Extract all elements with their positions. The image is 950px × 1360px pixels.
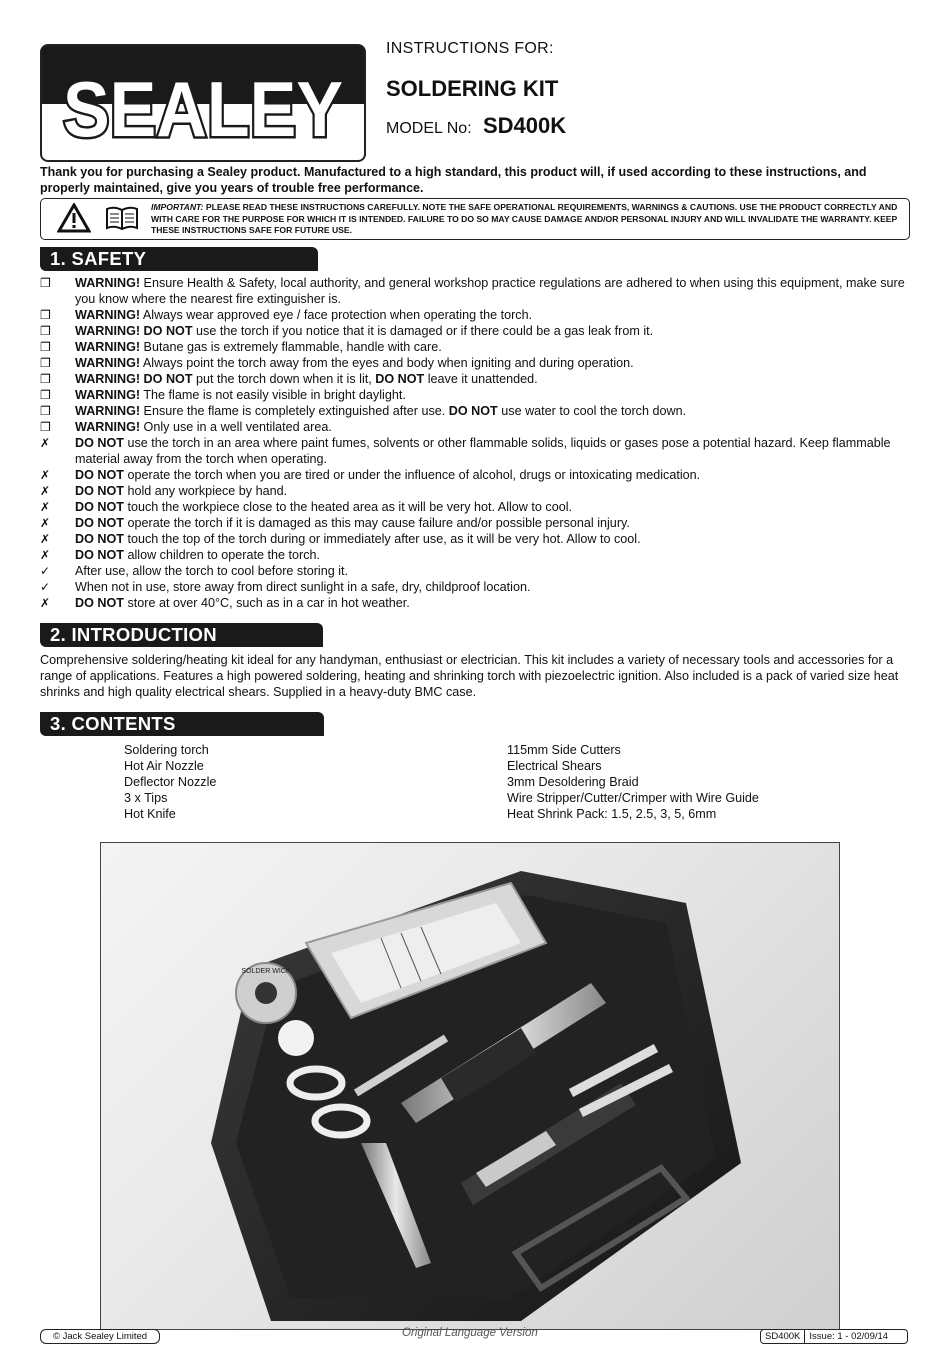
safety-item-bold: DO NOT: [375, 372, 425, 386]
safety-item-text: use the torch in an area where paint fumes, solvents or other flammable solids, liquids or gases pose a potential hazard. Keep flammable material away from the torch when operating.: [75, 436, 891, 466]
copyright-box: © Jack Sealey Limited: [40, 1329, 160, 1344]
safety-item: [40, 323, 910, 339]
soldering-kit-case-image: [101, 843, 839, 1329]
cloth-pad: [278, 1020, 314, 1056]
safety-item: [40, 387, 910, 403]
safety-item: [40, 515, 910, 531]
safety-item-text: Ensure Health & Safety, local authority, and general workshop practice regulations are adhered to when using this equipment, make sure you know where the nearest fire extinguisher is.: [75, 276, 905, 306]
safety-item-bold: DO NOT: [75, 436, 124, 450]
contents-item: Heat Shrink Pack: 1.5, 2.5, 3, 5, 6mm: [507, 807, 717, 821]
contents-right-column: [507, 742, 759, 822]
safety-item: [40, 595, 910, 611]
safety-item: [40, 435, 910, 467]
safety-item: [40, 547, 910, 563]
important-lead: IMPORTANT:: [151, 202, 204, 212]
safety-item-bold: WARNING!: [75, 276, 141, 290]
contents-item: 3mm Desoldering Braid: [507, 775, 639, 789]
safety-item-text: put the torch down when it is lit,: [192, 372, 376, 386]
checkbox-icon: ❒: [40, 372, 51, 386]
important-body: PLEASE READ THESE INSTRUCTIONS CAREFULLY. NOTE THE SAFE OPERATIONAL REQUIREMENTS, WARNINGS & CAUTIONS. USE THE PRODUCT CORRECTLY AND WITH CARE FOR THE PURPOSE FOR WHICH IT IS INTENDED. FAILURE TO DO SO MAY CAUSE DAMAGE AND/OR PERSONAL INJURY AND WILL INVALIDATE THE WARRANTY. KEEP THESE INSTRUCTIONS SAFE FOR FUTURE USE.: [151, 202, 898, 235]
check-icon: ✓: [40, 564, 51, 578]
issue-box: [760, 1329, 908, 1344]
cross-icon: ✗: [40, 500, 51, 514]
checkbox-icon: ❒: [40, 324, 51, 338]
logo-text: SEALEY: [63, 65, 343, 153]
checkbox-icon: ❒: [40, 388, 51, 402]
safety-item-text: operate the torch when you are tired or under the influence of alcohol, drugs or intoxicating medication.: [123, 468, 701, 482]
safety-item-bold: WARNING!: [75, 340, 141, 354]
check-icon: ✓: [40, 580, 51, 594]
braid-label: SOLDER WICK: [241, 968, 291, 975]
contents-item: 3 x Tips: [124, 791, 168, 805]
sealey-logo: [40, 44, 366, 162]
checkbox-icon: ❒: [40, 308, 51, 322]
contents-item: Wire Stripper/Cutter/Crimper with Wire Guide: [507, 791, 759, 805]
safety-item-bold: DO NOT: [75, 532, 124, 546]
cross-icon: ✗: [40, 436, 51, 450]
safety-item: [40, 419, 910, 435]
safety-item-text: Only use in a well ventilated area.: [140, 420, 332, 434]
safety-item-bold: WARNING!: [75, 404, 141, 418]
safety-item: [40, 499, 910, 515]
safety-item-bold: WARNING!: [75, 308, 141, 322]
warning-triangle-icon: [57, 203, 91, 233]
safety-item-bold: DO NOT: [75, 484, 124, 498]
contents-item: Electrical Shears: [507, 759, 602, 773]
safety-item-text: touch the top of the torch during or immediately after use, as it will be very hot. Allow to cool.: [123, 532, 641, 546]
contents-left-column: [124, 742, 216, 822]
safety-item-text: use the torch if you notice that it is damaged or if there could be a gas leak from it.: [192, 324, 654, 338]
safety-item-text: operate the torch if it is damaged as this may cause failure and/or possible personal injury.: [123, 516, 630, 530]
safety-item-text: allow children to operate the torch.: [123, 548, 320, 562]
solder-wick-reel: [236, 963, 296, 1023]
safety-item-bold: WARNING! DO NOT: [75, 372, 193, 386]
safety-item-text: store at over 40°C, such as in a car in hot weather.: [123, 596, 410, 610]
footer-issue: Issue: 1 - 02/09/14: [804, 1330, 892, 1343]
safety-item: [40, 275, 910, 307]
safety-item: [40, 563, 910, 579]
footer-model: SD400K: [765, 1331, 801, 1342]
product-photo: [100, 842, 840, 1330]
language-version: Original Language Version: [402, 1327, 538, 1339]
safety-item-bold: DO NOT: [75, 596, 124, 610]
section-contents-header: 3. CONTENTS: [40, 712, 324, 736]
cross-icon: ✗: [40, 548, 51, 562]
safety-item-text: touch the workpiece close to the heated area as it will be very hot. Allow to cool.: [123, 500, 573, 514]
contents-item: Soldering torch: [124, 743, 209, 757]
safety-item: [40, 307, 910, 323]
safety-item: [40, 371, 910, 387]
logo-wordmark: [42, 46, 364, 160]
thank-you-text: Thank you for purchasing a Sealey product. Manufactured to a high standard, this product will, if used according to these instructions, and properly maintained, give you years of trouble free performance.: [40, 165, 867, 195]
cross-icon: ✗: [40, 516, 51, 530]
safety-item-text: Ensure the flame is completely extinguished after use.: [140, 404, 449, 418]
safety-item-bold: DO NOT: [75, 516, 124, 530]
checkbox-icon: ❒: [40, 404, 51, 418]
cross-icon: ✗: [40, 468, 51, 482]
safety-item-text: The flame is not easily visible in bright daylight.: [140, 388, 406, 402]
safety-item: [40, 579, 910, 595]
cross-icon: ✗: [40, 596, 51, 610]
safety-item-bold: WARNING!: [75, 420, 141, 434]
checkbox-icon: ❒: [40, 276, 51, 290]
important-notice-box: [40, 198, 910, 240]
cross-icon: ✗: [40, 484, 51, 498]
instructions-for-label: INSTRUCTIONS FOR:: [386, 40, 554, 57]
safety-item-text: When not in use, store away from direct sunlight in a safe, dry, childproof location.: [75, 580, 531, 594]
contents-item: 115mm Side Cutters: [507, 743, 621, 757]
model-label: MODEL No:: [386, 120, 472, 137]
safety-item: [40, 483, 910, 499]
safety-item-bold: WARNING!: [75, 388, 141, 402]
safety-item: [40, 531, 910, 547]
safety-item: [40, 467, 910, 483]
cross-icon: ✗: [40, 532, 51, 546]
checkbox-icon: ❒: [40, 340, 51, 354]
safety-item-text: hold any workpiece by hand.: [123, 484, 288, 498]
checkbox-icon: ❒: [40, 356, 51, 370]
checkbox-icon: ❒: [40, 420, 51, 434]
contents-item: Hot Knife: [124, 807, 176, 821]
section-introduction-header: 2. INTRODUCTION: [40, 623, 323, 647]
safety-item-bold: WARNING!: [75, 356, 141, 370]
safety-item-text: Always wear approved eye / face protection when operating the torch.: [140, 308, 533, 322]
safety-item-text: use water to cool the torch down.: [497, 404, 687, 418]
safety-list: [40, 275, 910, 611]
safety-item-text: leave it unattended.: [424, 372, 538, 386]
safety-item: [40, 339, 910, 355]
contents-item: Deflector Nozzle: [124, 775, 217, 789]
safety-item-bold: WARNING! DO NOT: [75, 324, 193, 338]
safety-item-bold: DO NOT: [75, 548, 124, 562]
product-title: SOLDERING KIT: [386, 76, 559, 101]
safety-item-text: After use, allow the torch to cool before storing it.: [75, 564, 349, 578]
safety-item: [40, 355, 910, 371]
introduction-text: Comprehensive soldering/heating kit ideal for any handyman, enthusiast or electrician. This kit includes a variety of necessary tools and accessories for a range of applications. Features a high powered soldering, heating and shrinking torch with piezoelectric ignition. Also included is a pack of varied size heat shrinks and high quality electrical shears. Supplied in a heavy-duty BMC case.: [40, 653, 899, 699]
important-text: [151, 202, 903, 237]
section-safety-header: 1. SAFETY: [40, 247, 318, 271]
safety-item-text: Always point the torch away from the eyes and body when igniting and during operation.: [140, 356, 634, 370]
safety-item-bold: DO NOT: [75, 500, 124, 514]
safety-item-bold: DO NOT: [448, 404, 498, 418]
safety-item-text: Butane gas is extremely flammable, handle with care.: [140, 340, 442, 354]
model-number: SD400K: [483, 113, 567, 138]
manual-book-icon: [105, 205, 139, 231]
safety-item-bold: DO NOT: [75, 468, 124, 482]
safety-item: [40, 403, 910, 419]
contents-item: Hot Air Nozzle: [124, 759, 204, 773]
